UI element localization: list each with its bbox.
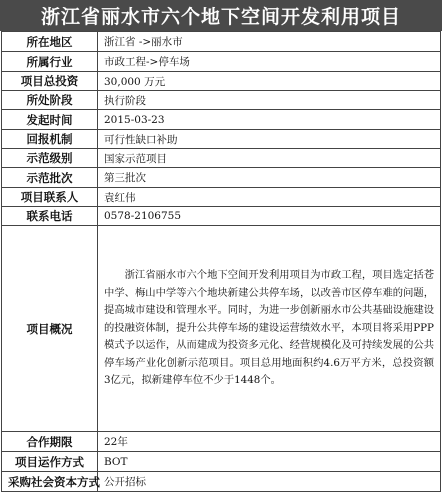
table-row: [2, 130, 441, 149]
row-label-phone: 联系电话: [2, 207, 98, 226]
row-label-region: 所在地区: [2, 32, 98, 52]
row-label-return-mechanism: 回报机制: [2, 130, 98, 149]
table-row: [2, 149, 441, 168]
table-row: [2, 91, 441, 110]
row-value-procurement: 公开招标: [98, 472, 441, 492]
table-row: [2, 168, 441, 188]
table-row: [2, 432, 441, 452]
row-value-demo-batch: 第三批次: [98, 168, 441, 188]
row-value-demo-level: 国家示范项目: [98, 149, 441, 168]
row-label-stage: 所处阶段: [2, 91, 98, 110]
row-value-phone: 0578-2106755: [98, 207, 441, 226]
table-row: [2, 207, 441, 226]
row-label-contact: 项目联系人: [2, 188, 98, 207]
row-value-start-date: 2015-03-23: [98, 110, 441, 130]
row-label-overview: 项目概况: [2, 226, 98, 432]
row-value-region: 浙江省 ->丽水市: [98, 32, 441, 52]
table-row: [2, 52, 441, 72]
page-title: 浙江省丽水市六个地下空间开发利用项目: [0, 0, 442, 31]
row-label-industry: 所属行业: [2, 52, 98, 72]
table-row-overview: [2, 226, 441, 432]
row-value-return-mechanism: 可行性缺口补助: [98, 130, 441, 149]
row-value-operation-mode: BOT: [98, 452, 441, 472]
row-value-industry: 市政工程->停车场: [98, 52, 441, 72]
table-row: [2, 32, 441, 52]
row-value-total-investment: 30,000 万元: [98, 72, 441, 91]
table-row: [2, 72, 441, 91]
row-label-procurement: 采购社会资本方式: [2, 472, 98, 492]
table-row: [2, 452, 441, 472]
row-label-demo-batch: 示范批次: [2, 168, 98, 188]
row-value-contact: 袁红伟: [98, 188, 441, 207]
table-row: [2, 110, 441, 130]
row-label-start-date: 发起时间: [2, 110, 98, 130]
row-label-term: 合作期限: [2, 432, 98, 452]
row-value-stage: 执行阶段: [98, 91, 441, 110]
table-row: [2, 472, 441, 492]
row-value-overview: [98, 226, 441, 432]
row-label-demo-level: 示范级别: [2, 149, 98, 168]
row-label-operation-mode: 项目运作方式: [2, 452, 98, 472]
row-label-total-investment: 项目总投资: [2, 72, 98, 91]
row-value-term: 22年: [98, 432, 441, 452]
table-row: [2, 188, 441, 207]
project-info-table: [1, 31, 441, 492]
overview-text: 浙江省丽水市六个地下空间开发利用项目为市政工程，项目选定括苍中学、梅山中学等六个地块新建公共停车场，以改善市区停车难的问题，提高城市建设和管理水平。同时，为进一步创新丽水市公共基础设施建设的投融资体制，提升公共停车场的建设运营绩效水平，本项目将采用PPP模式予以运作，从而建成为投资多元化、经营规模化及可持续发展的公共停车场产业化创新示范项目。项目总用地面积约4.6万平方米，总投资额3亿元，拟新建停车位不少于1448个。: [104, 268, 434, 387]
